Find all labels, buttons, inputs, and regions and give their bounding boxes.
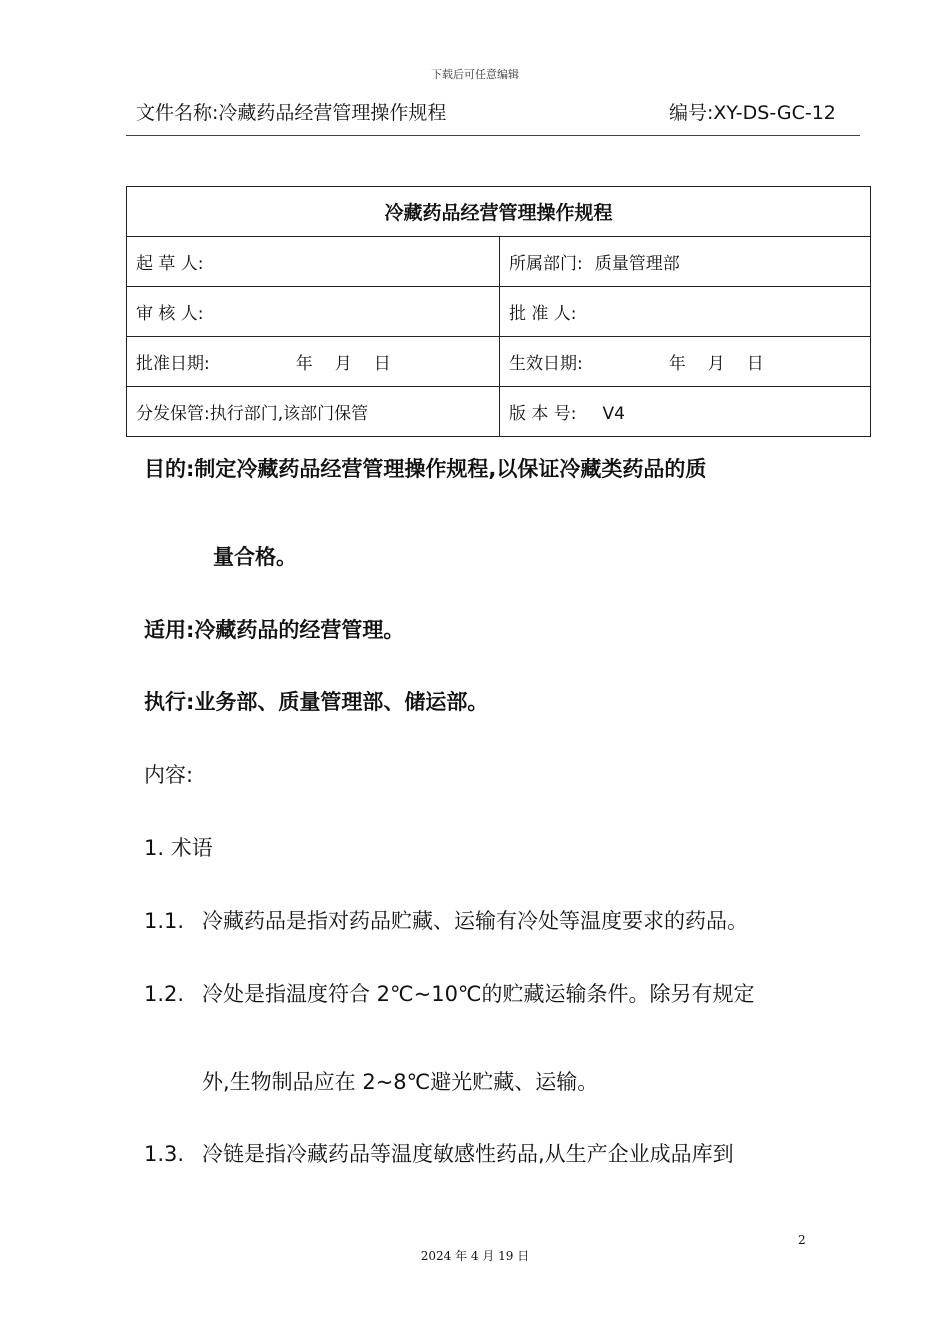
section-1-2	[144, 978, 755, 1008]
department-cell	[500, 237, 871, 287]
section-text: 冷链是指冷藏药品等温度敏感性药品,从生产企业成品库到	[202, 1142, 734, 1166]
scope-text: 冷藏药品的经营管理。	[194, 618, 405, 642]
document-name	[136, 98, 446, 125]
department-label: 所属部门:	[509, 254, 583, 274]
table-row	[127, 187, 871, 237]
approver-label: 批 准 人:	[509, 304, 577, 324]
version-cell	[500, 387, 871, 437]
table-row	[127, 337, 871, 387]
file-name-value: 冷藏药品经营管理操作规程	[218, 102, 447, 124]
approve-date-label: 批准日期:	[136, 354, 210, 374]
purpose-text: 制定冷藏药品经营管理操作规程,以保证冷藏类药品的质	[194, 457, 707, 481]
code-value: XY-DS-GC-12	[713, 102, 836, 124]
table-row	[127, 287, 871, 337]
scope-paragraph	[144, 614, 404, 644]
section-1-heading	[144, 832, 213, 862]
day-label: 日	[373, 354, 391, 374]
section-number: 1.3.	[144, 1142, 185, 1166]
effective-date-label: 生效日期:	[509, 354, 583, 374]
distribution-label: 分发保管:	[136, 404, 210, 424]
execution-text: 业务部、质量管理部、储运部。	[194, 690, 489, 714]
month-label: 月	[707, 354, 725, 374]
section-1-3	[144, 1138, 734, 1168]
month-label: 月	[334, 354, 352, 374]
file-name-label: 文件名称:	[136, 102, 219, 124]
drafter-cell	[127, 237, 500, 287]
purpose-label: 目的:	[144, 457, 195, 481]
section-1-2-continued: 外,生物制品应在 2~8℃避光贮藏、运输。	[202, 1070, 599, 1094]
distribution-value: 执行部门,该部门保管	[209, 404, 369, 424]
effective-date-cell	[500, 337, 871, 387]
section-number: 1.1.	[144, 909, 185, 933]
purpose-line-2: 量合格。	[213, 545, 297, 569]
table-title: 冷藏药品经营管理操作规程	[127, 187, 871, 237]
distribution-cell	[127, 387, 500, 437]
execution-paragraph	[144, 686, 488, 716]
drafter-label: 起 草 人:	[136, 254, 204, 274]
year-label: 年	[668, 354, 686, 374]
reviewer-label: 审 核 人:	[136, 304, 204, 324]
section-title: 术语	[170, 836, 213, 860]
section-number: 1.	[144, 836, 165, 860]
approver-cell	[500, 287, 871, 337]
version-label: 版 本 号:	[509, 404, 577, 424]
table-row	[127, 387, 871, 437]
watermark-text: 下载后可任意编辑	[431, 68, 519, 81]
code-label: 编号:	[669, 102, 714, 124]
page-number: 2	[798, 1233, 806, 1247]
section-1-1	[144, 905, 748, 935]
day-label: 日	[746, 354, 764, 374]
content-heading: 内容:	[144, 763, 194, 787]
section-text: 冷处是指温度符合 2℃~10℃的贮藏运输条件。除另有规定	[202, 982, 755, 1006]
year-label: 年	[295, 354, 313, 374]
document-code	[669, 98, 836, 125]
footer-date: 2024 年 4 月 19 日	[420, 1249, 530, 1263]
scope-label: 适用:	[144, 618, 195, 642]
purpose-line-1	[144, 453, 706, 483]
execution-label: 执行:	[144, 690, 195, 714]
section-text: 冷藏药品是指对药品贮藏、运输有冷处等温度要求的药品。	[202, 909, 748, 933]
section-number: 1.2.	[144, 982, 185, 1006]
document-info-table	[126, 186, 871, 437]
table-row	[127, 237, 871, 287]
approve-date-cell	[127, 337, 500, 387]
version-value: V4	[602, 404, 625, 424]
reviewer-cell	[127, 287, 500, 337]
header-divider	[126, 135, 860, 136]
department-value: 质量管理部	[594, 254, 680, 274]
